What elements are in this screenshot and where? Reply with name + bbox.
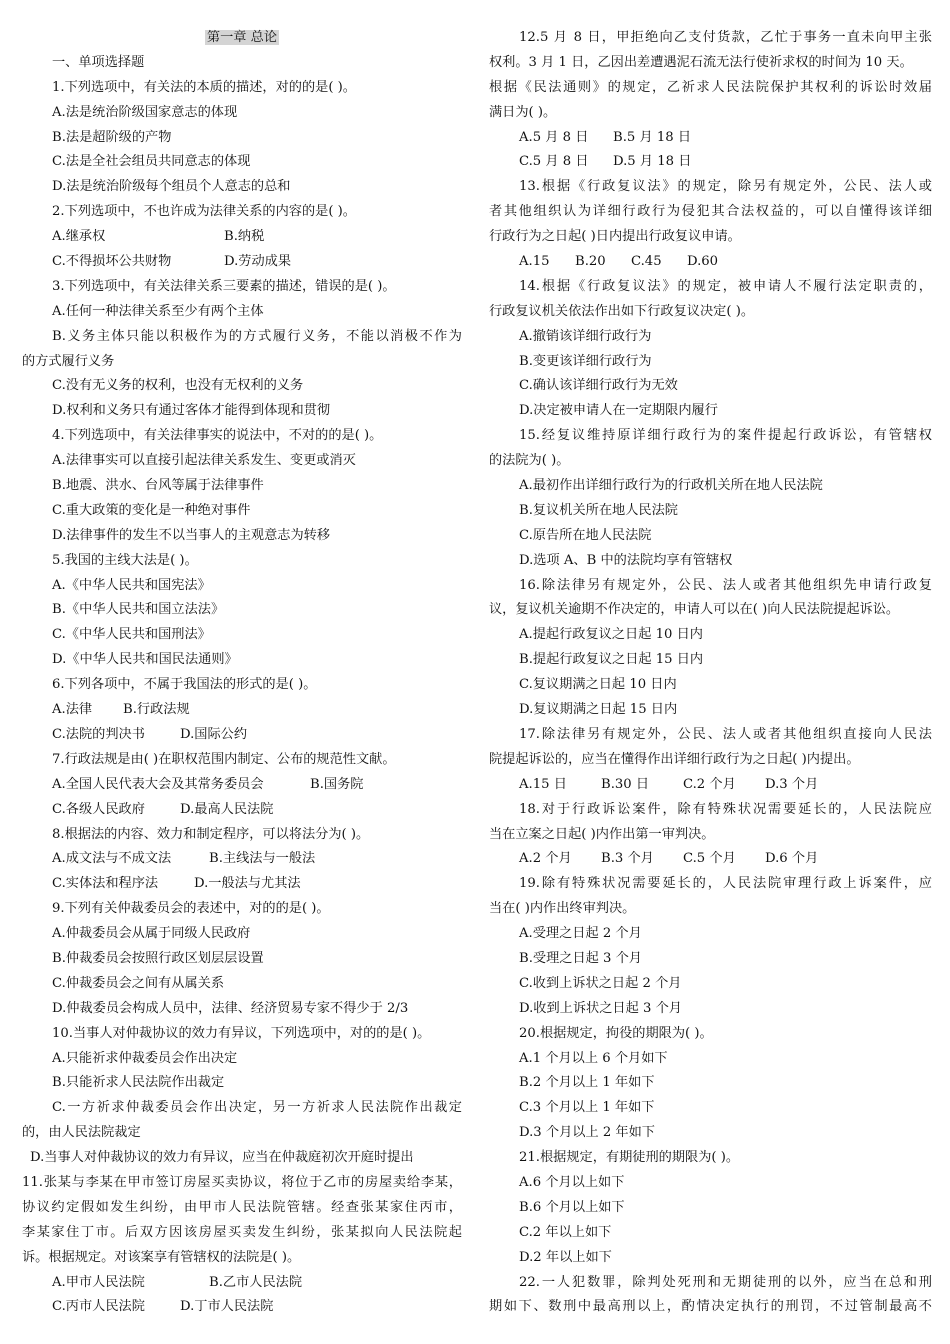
option-row: [22, 872, 462, 897]
text-line: C.《中华人民共和国刑法》: [52, 627, 211, 643]
option-item: A.成文法与不成文法: [52, 851, 172, 867]
text-line: D.3 个月以上 2 年如下: [519, 1125, 655, 1141]
option-item: C.5 月 8 日: [519, 154, 589, 170]
text-line: 诉。根据规定。对该案享有管辖权的法院是( )。: [22, 1249, 301, 1265]
text-line: C.法是全社会组员共同意志的体现: [52, 154, 251, 170]
text-line: A.任何一种法律关系至少有两个主体: [52, 303, 264, 319]
text-line: A.受理之日起 2 个月: [519, 926, 642, 942]
text-line: 3.下列选项中，有关法律关系三要素的描述，错误的是( )。: [52, 278, 396, 294]
text-line: B.义务主体只能以积极作为的方式履行义务，不能以消极不作为: [52, 328, 462, 344]
option-item: D.5 月 18 日: [613, 154, 692, 170]
text-line: B.受理之日起 3 个月: [519, 950, 642, 966]
text-line: B.6 个月以上如下: [519, 1199, 625, 1215]
text-line: A.法是统治阶级国家意志的体现: [52, 104, 238, 120]
text-line: 12.5 月 8 日，甲拒绝向乙支付货款，乙忙于事务一直未向甲主张: [519, 30, 932, 45]
text-line: D.权利和义务只有通过客体才能得到体现和贯彻: [52, 403, 331, 419]
text-line: 4.下列选项中，有关法律事实的说法中，不对的的是( )。: [52, 428, 383, 444]
option-item: B.纳税: [224, 229, 265, 245]
text-line: D.当事人对仲裁协议的效力有异议，应当在仲裁庭初次开庭时提出: [30, 1150, 414, 1166]
text-line: 协议约定假如发生纠纷，由甲市人民法院管辖。经查张某家住丙市，: [22, 1199, 462, 1215]
text-line: C.一方祈求仲裁委员会作出决定，另一方祈求人民法院作出裁定: [52, 1100, 462, 1116]
text-line: B.复议机关所在地人民法院: [519, 502, 678, 518]
text-line: B.只能祈求人民法院作出裁定: [52, 1075, 225, 1091]
option-item: B.国务院: [310, 776, 364, 792]
option-item: D.6 个月: [765, 851, 819, 867]
text-line: A.撤销该详细行政行为: [519, 328, 652, 344]
text-line: C.3 个月以上 1 年如下: [519, 1100, 655, 1116]
text-line: C.原告所在地人民法院: [519, 527, 652, 543]
text-line: D.决定被申请人在一定期限内履行: [519, 403, 718, 419]
text-line: 16.除法律另有规定外，公民、法人或者其他组织先申请行政复: [519, 577, 932, 593]
option-item: A.2 个月: [519, 851, 572, 867]
text-line: C.2 年以上如下: [519, 1224, 612, 1240]
text-line: C.没有无义务的权利，也没有无权利的义务: [52, 378, 304, 394]
option-row: [22, 1271, 462, 1296]
text-line: 者其他组织认为详细行政行为侵犯其合法权益的，可以自懂得该详细: [489, 204, 932, 220]
text-line: 18.对于行政诉讼案件，除有特殊状况需要延长的，人民法院应: [519, 801, 932, 817]
option-row: [22, 698, 462, 723]
text-line: C.确认该详细行政行为无效: [519, 378, 678, 394]
option-item: C.各级人民政府: [52, 801, 145, 817]
option-item: C.2 个月: [683, 776, 736, 792]
text-line: 15.经复议维持原详细行政行为的案件提起行政诉讼，有管辖权: [519, 428, 932, 444]
option-item: B.乙市人民法院: [209, 1274, 303, 1290]
chapter-title-text: 第一章 总论: [206, 30, 278, 45]
text-line: A.仲裁委员会从属于同级人民政府: [52, 926, 251, 942]
option-item: B.20: [575, 254, 606, 270]
text-line: D.收到上诉状之日起 3 个月: [519, 1000, 682, 1016]
text-line: B.变更该详细行政行为: [519, 353, 652, 369]
option-row: [489, 250, 932, 275]
option-item: D.最高人民法院: [180, 801, 274, 817]
option-row: [489, 126, 932, 151]
option-row: [22, 798, 462, 823]
text-line: 满日为( )。: [489, 104, 557, 120]
text-line: A.提起行政复议之日起 10 日内: [519, 627, 703, 643]
chapter-title: [22, 26, 462, 51]
text-line: 6.下列各项中，不属于我国法的形式的是( )。: [52, 677, 317, 693]
option-row: [22, 1295, 462, 1320]
text-line: C.复议期满之日起 10 日内: [519, 677, 677, 693]
text-line: A.《中华人民共和国宪法》: [52, 577, 211, 593]
text-line: B.仲裁委员会按照行政区划层层设置: [52, 950, 264, 966]
text-line: 2.下列选项中，不也许成为法律关系的内容的是( )。: [52, 204, 356, 220]
text-line: B.地震、洪水、台风等属于法律事件: [52, 478, 264, 494]
left-column: [22, 26, 462, 1320]
option-item: B.主线法与一般法: [209, 851, 316, 867]
text-line: 一、单项选择题: [52, 54, 145, 70]
text-line: D.选项 A、B 中的法院均享有管辖权: [519, 552, 733, 568]
option-row: [22, 225, 462, 250]
option-row: [22, 723, 462, 748]
text-line: 14.根据《行政复议法》的规定，被申请人不履行法定职责的，: [519, 278, 932, 294]
text-line: A.只能祈求仲裁委员会作出决定: [52, 1050, 238, 1066]
text-line: 当在( )内作出终审判决。: [489, 901, 636, 917]
option-item: B.30 日: [601, 776, 650, 792]
text-line: 5.我国的主线大法是( )。: [52, 552, 198, 568]
option-item: A.甲市人民法院: [52, 1274, 145, 1290]
option-row: [489, 773, 932, 798]
option-item: A.15 日: [519, 776, 567, 792]
text-line: 13.根据《行政复议法》的规定，除另有规定外，公民、法人或: [519, 179, 932, 195]
option-item: A.5 月 8 日: [519, 129, 589, 145]
text-line: D.复议期满之日起 15 日内: [519, 702, 678, 718]
option-item: C.不得损坏公共财物: [52, 254, 172, 270]
option-item: B.5 月 18 日: [613, 129, 692, 145]
text-line: 议，复议机关逾期不作决定的，申请人可以在( )向人民法院提起诉讼。: [489, 602, 900, 618]
text-line: 根据《民法通则》的规定，乙祈求人民法院保护其权利的诉讼时效届: [489, 79, 932, 95]
option-row: [489, 150, 932, 175]
option-item: D.国际公约: [180, 726, 248, 742]
text-line: D.2 年以上如下: [519, 1249, 612, 1265]
text-line: 8.根据法的内容、效力和制定程序，可以将法分为( )。: [52, 826, 370, 842]
option-item: D.劳动成果: [224, 254, 292, 270]
option-item: B.行政法规: [123, 702, 190, 718]
text-line: 的法院为( )。: [489, 453, 570, 469]
text-line: 权利。3 月 1 日，乙因出差遭遇泥石流无法行使祈求权的时间为 10 天。: [489, 54, 913, 70]
text-line: A.法律事实可以直接引起法律关系发生、变更或消灭: [52, 453, 356, 469]
text-line: 9.下列有关仲裁委员会的表述中，对的的是( )。: [52, 901, 330, 917]
option-item: C.法院的判决书: [52, 726, 145, 742]
option-item: A.全国人民代表大会及其常务委员会: [52, 776, 264, 792]
right-column: [489, 26, 932, 1320]
option-item: A.继承权: [52, 229, 106, 245]
text-line: A.6 个月以上如下: [519, 1174, 625, 1190]
option-item: A.法律: [52, 702, 93, 718]
text-line: 20.根据规定，拘役的期限为( )。: [519, 1025, 713, 1041]
option-item: C.5 个月: [683, 851, 736, 867]
option-item: B.3 个月: [601, 851, 654, 867]
option-item: D.3 个月: [765, 776, 819, 792]
option-item: C.实体法和程序法: [52, 876, 159, 892]
text-line: C.重大政策的变化是一种绝对事件: [52, 502, 251, 518]
text-line: 17.除法律另有规定外，公民、法人或者其他组织直接向人民法: [519, 726, 932, 742]
text-line: D.仲裁委员会构成人员中，法律、经济贸易专家不得少于 2/3: [52, 1000, 409, 1016]
option-item: D.一般法与尤其法: [194, 876, 301, 892]
text-line: B.提起行政复议之日起 15 日内: [519, 652, 704, 668]
option-row: [22, 773, 462, 798]
option-item: D.丁市人民法院: [180, 1299, 274, 1315]
text-line: B.2 个月以上 1 年如下: [519, 1075, 655, 1091]
text-line: B.法是超阶级的产物: [52, 129, 172, 145]
option-row: [489, 847, 932, 872]
text-line: 期如下、数刑中最高刑以上，酌情决定执行的刑罚，不过管制最高不: [489, 1299, 932, 1315]
text-line: A.最初作出详细行政行为的行政机关所在地人民法院: [519, 478, 823, 494]
text-line: C.收到上诉状之日起 2 个月: [519, 975, 682, 991]
text-line: 22.一人犯数罪，除判处死刑和无期徒刑的以外，应当在总和刑: [519, 1274, 932, 1290]
text-line: 行政复议机关依法作出如下行政复议决定( )。: [489, 303, 755, 319]
text-line: 行政行为之日起( )日内提出行政复议申请。: [489, 229, 741, 245]
text-line: 李某家住丁市。后双方因该房屋买卖发生纠纷，张某拟向人民法院起: [22, 1224, 462, 1240]
option-item: D.60: [687, 254, 719, 270]
text-line: D.《中华人民共和国民法通则》: [52, 652, 238, 668]
option-row: [22, 250, 462, 275]
text-line: B.《中华人民共和国立法法》: [52, 602, 225, 618]
text-line: 院提起诉讼的，应当在懂得作出详细行政行为之日起( )内提出。: [489, 751, 860, 767]
text-line: D.法律事件的发生不以当事人的主观意志为转移: [52, 527, 331, 543]
option-row: [22, 847, 462, 872]
text-line: 11.张某与李某在甲市签订房屋买卖协议，将位于乙市的房屋卖给李某，: [22, 1174, 462, 1190]
option-item: C.丙市人民法院: [52, 1299, 145, 1315]
text-line: A.1 个月以上 6 个月如下: [519, 1050, 668, 1066]
text-line: 7.行政法规是由( )在职权范围内制定、公布的规范性文献。: [52, 751, 396, 767]
text-line: 当在立案之日起( )内作出第一审判决。: [489, 826, 715, 842]
text-line: 10.当事人对仲裁协议的效力有异议，下列选项中，对的的是( )。: [52, 1025, 431, 1041]
text-line: 的方式履行义务: [22, 353, 115, 369]
text-line: 1.下列选项中，有关法的本质的描述，对的的是( )。: [52, 79, 356, 95]
text-line: 19.除有特殊状况需要延长的，人民法院审理行政上诉案件，应: [519, 876, 932, 892]
option-item: A.15: [519, 254, 550, 270]
text-line: 21.根据规定，有期徒刑的期限为( )。: [519, 1150, 740, 1166]
text-line: C.仲裁委员会之间有从属关系: [52, 975, 225, 991]
text-line: D.法是统治阶级每个组员个人意志的总和: [52, 179, 291, 195]
option-item: C.45: [631, 254, 662, 270]
text-line: 的，由人民法院裁定: [22, 1125, 141, 1141]
